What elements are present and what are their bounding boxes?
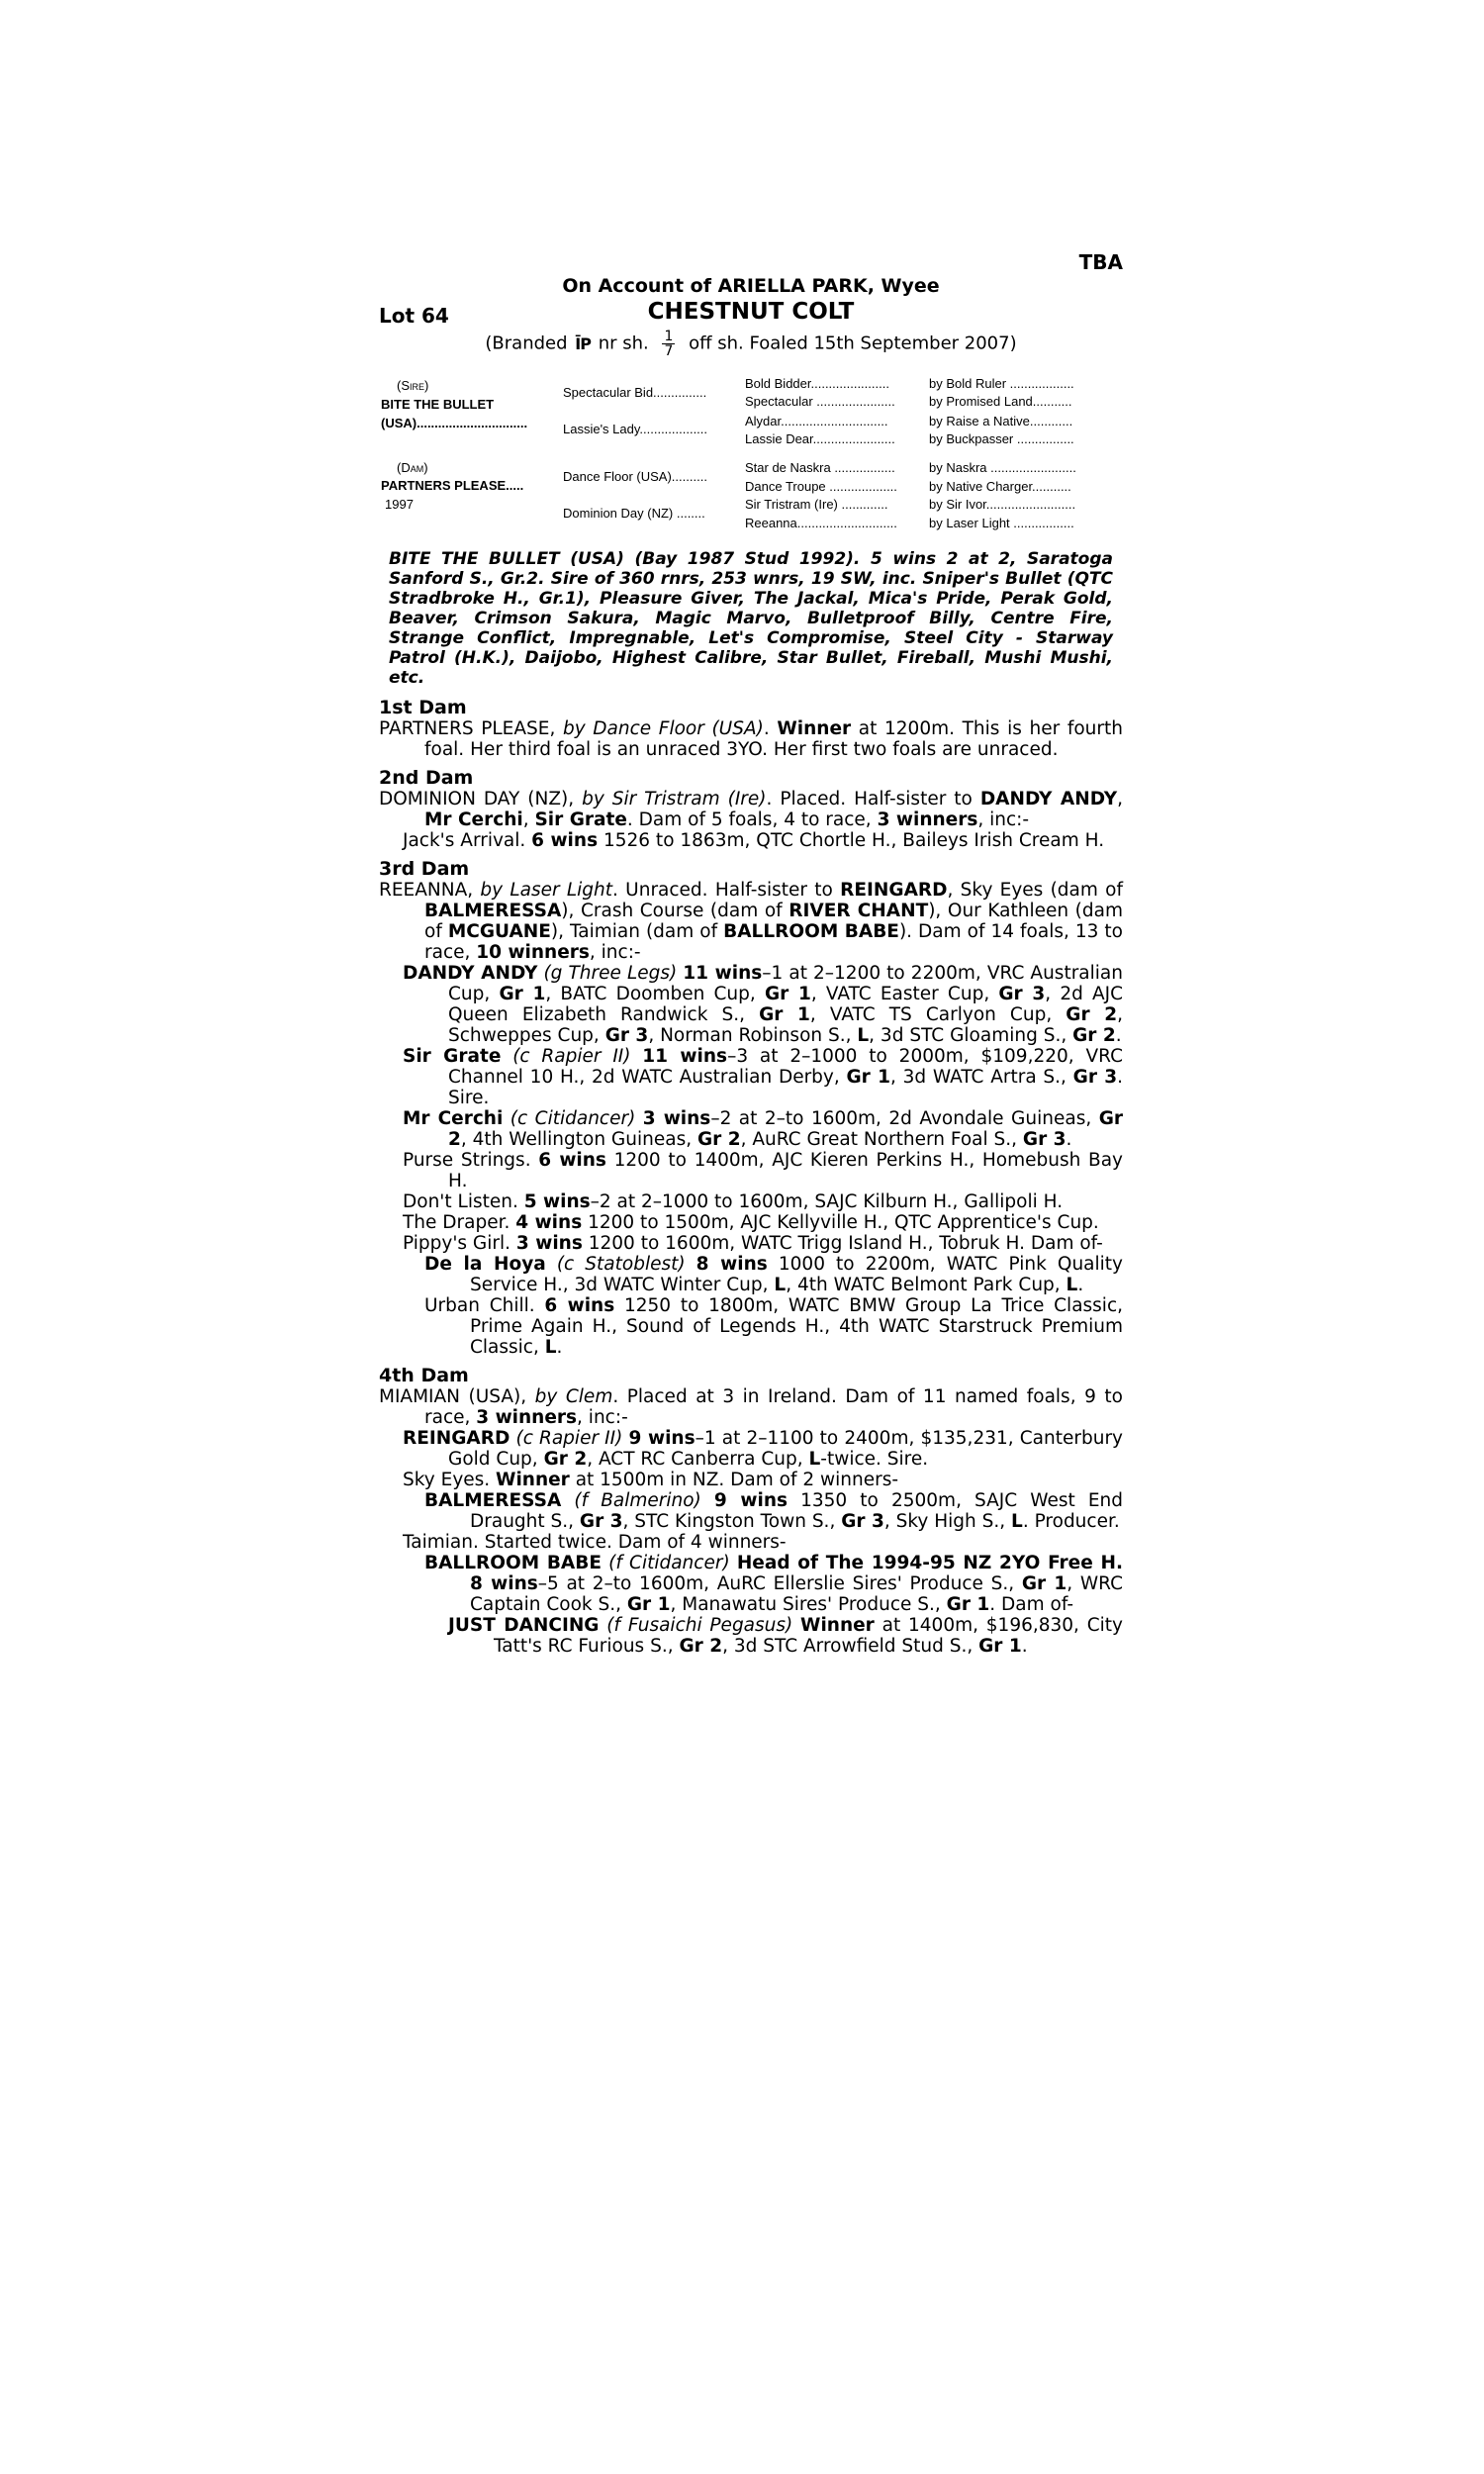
dam3-p3-seg-1: (c Rapier II) <box>501 1046 643 1067</box>
branded-line <box>379 330 1123 358</box>
dam4-p2-seg-0: REINGARD <box>403 1428 510 1449</box>
dam1-t2: by Dance Floor (USA) <box>562 718 764 739</box>
dam4-p6-seg-9: . Dam of- <box>989 1594 1074 1615</box>
stud-record: BITE THE BULLET (USA) (Bay 1987 Stud 1992). 5 wins 2 at 2, Saratoga Sanford S., Gr.2. Sire of 360 rnrs, 253 wnrs, 19 SW, inc. Sniper's Bullet (QTC Stradbroke H., Gr.1), Pleasure Giver, The Jackal, Mica's Pride, Perak Gold, Beaver, Crimson Sakura, Magic Marvo, Bulletproof Billy, Centre Fire, Strange Conflict, Impregnable, Let's Compromise, Steel City - Starway Patrol (H.K.), Daijobo, Highest Calibre, Star Bullet, Fireball, Mushi Mushi, etc. <box>389 549 1113 688</box>
dam4-p6-seg-4: Gr 1 <box>1021 1573 1067 1594</box>
dam3-p2 <box>379 963 1123 1046</box>
dam3-p5-seg-0: Purse Strings. <box>403 1150 539 1171</box>
dam4-p3-seg-1: Winner <box>496 1470 570 1490</box>
dam3-p4-seg-1: (c Citidancer) <box>503 1108 643 1129</box>
dam2-p1-seg-7: Sir Grate <box>534 809 627 830</box>
dam3-p2-seg-7: , VATC Easter Cup, <box>810 984 999 1004</box>
dam3-p3 <box>379 1046 1123 1108</box>
dam4-p2-seg-3: –1 at 2–1100 to 2400m, $135,231, Canterbury Gold Cup, <box>448 1428 1123 1470</box>
dam4-p6-seg-1: (f Citidancer) <box>601 1553 737 1573</box>
dam3-p9-seg-2: 8 wins <box>696 1254 768 1275</box>
dam3-p4-seg-9: . <box>1066 1129 1072 1150</box>
dam3-p1 <box>379 880 1123 963</box>
dam2-p2 <box>379 830 1123 851</box>
dam1-paragraph <box>379 718 1123 760</box>
ped-b3: by Raise a Native............ <box>929 414 1073 428</box>
dam1-heading: 1st Dam <box>379 697 467 718</box>
dam3-p9-seg-6: L <box>1066 1275 1078 1295</box>
dam2-p1-seg-2: . Placed. Half-sister to <box>766 789 980 809</box>
price-tba: TBA <box>1078 250 1123 274</box>
dam4-p7 <box>379 1615 1123 1657</box>
dam3-p9-seg-1: (c Statoblest) <box>545 1254 696 1275</box>
dam3-p2-seg-4: Gr 1 <box>499 984 546 1004</box>
dam3-p10-seg-2: 1250 to 1800m, WATC BMW Group La Trice Classic, Prime Again H., Sound of Legends H., 4th WATC Starstruck Premium Classic, <box>470 1295 1123 1358</box>
dam-name: PARTNERS PLEASE..... <box>381 478 524 493</box>
sire-name: BITE THE BULLET <box>381 397 495 412</box>
dam4-p7-seg-0: JUST DANCING <box>448 1615 600 1636</box>
dam3-p8-seg-1: 3 wins <box>515 1233 583 1254</box>
dam4-p4-seg-6: Gr 3 <box>841 1511 884 1532</box>
dam3-heading: 3rd Dam <box>379 858 470 880</box>
dam4-p2-seg-2: 9 wins <box>628 1428 696 1449</box>
dam3-p1-seg-13: 10 winners <box>476 942 590 963</box>
dam4-p6-seg-5: , WRC Captain Cook S., <box>470 1573 1123 1615</box>
dam-label: (Dam) <box>397 460 428 475</box>
sire-dam: Lassie's Lady................... <box>563 422 708 436</box>
dam3-p1-seg-12: ). Dam of 14 foals, 13 to race, <box>424 921 1123 963</box>
dam3-p2-seg-13: , Schweppes Cup, <box>448 1004 1123 1046</box>
dam3-p1-seg-10: ), Taimian (dam of <box>550 921 724 942</box>
dam4-p1-seg-0: MIAMIAN (USA), <box>379 1386 535 1407</box>
dam3-p1-seg-3: REINGARD <box>840 880 948 901</box>
dam3-p4-seg-6: Gr 2 <box>696 1129 741 1150</box>
dam2-p1-seg-9: 3 winners <box>877 809 978 830</box>
dam3-p4-seg-0: Mr Cerchi <box>403 1108 504 1129</box>
dam3-p9-seg-7: . <box>1077 1275 1084 1295</box>
dam3-p7-seg-0: The Draper. <box>403 1212 516 1233</box>
dam3-p9-seg-4: L <box>774 1275 787 1295</box>
dam3-p2-seg-1: (g Three Legs) <box>537 963 684 984</box>
dam3-p2-seg-19: . <box>1115 1025 1122 1046</box>
brand-mark-icon: ĪP <box>575 333 591 353</box>
dam3-p3-seg-7: . Sire. <box>448 1067 1124 1108</box>
dam2-p1-seg-1: by Sir Tristram (Ire) <box>582 789 767 809</box>
dam3-p3-seg-5: , 3d WATC Artra S., <box>889 1067 1073 1088</box>
dam4-p4-seg-0: BALMERESSA <box>424 1490 562 1511</box>
dam3-p1-seg-7: RIVER CHANT <box>788 901 929 921</box>
vendor-line: On Account of ARIELLA PARK, Wyee <box>562 275 940 297</box>
dam3-p1-seg-14: , inc:- <box>589 942 641 963</box>
dam4-p4-seg-2: 9 wins <box>713 1490 788 1511</box>
dam3-p1-seg-1: by Laser Light <box>480 880 613 901</box>
dam4-p6-seg-0: BALLROOM BABE <box>424 1553 602 1573</box>
dam3-p1-seg-2: . Unraced. Half-sister to <box>612 880 841 901</box>
dam3-p4-seg-5: , 4th Wellington Guineas, <box>460 1129 697 1150</box>
dam3-p3-seg-2: 11 wins <box>642 1046 728 1067</box>
dam4-p5 <box>379 1532 1123 1553</box>
dam3-p4-seg-4: Gr 2 <box>448 1108 1124 1150</box>
branded-suffix: off sh. Foaled 15th September 2007) <box>689 333 1017 354</box>
dam4-p1-seg-3: 3 winners <box>476 1407 578 1428</box>
dam3-p8 <box>379 1233 1123 1254</box>
pedigree-table <box>379 371 1123 549</box>
dam3-p2-seg-5: , BATC Doomben Cup, <box>545 984 765 1004</box>
dam3-p7 <box>379 1212 1123 1233</box>
dam4-p7-seg-3: at 1400m, $196,830, City Tatt's RC Furious S., <box>494 1615 1124 1657</box>
dam3-p2-seg-3: –1 at 2–1200 to 2200m, VRC Australian Cup, <box>448 963 1123 1004</box>
dam4-p6-seg-7: , Manawatu Sires' Produce S., <box>670 1594 947 1615</box>
dam3-p5-seg-1: 6 wins <box>538 1150 606 1171</box>
dam4-p4-seg-4: Gr 3 <box>579 1511 623 1532</box>
dam3-p4-seg-7: , AuRC Great Northern Foal S., <box>740 1129 1023 1150</box>
dam4-p2-seg-1: (c Rapier II) <box>510 1428 629 1449</box>
dam4-p4-seg-9: . Producer. <box>1022 1511 1120 1532</box>
fraction-numerator: 1 <box>664 329 674 344</box>
dam3-p9 <box>379 1254 1123 1295</box>
dam4-p2-seg-4: Gr 2 <box>543 1449 588 1470</box>
dam1-t4: Winner <box>777 718 852 739</box>
dam3-p2-seg-17: , 3d STC Gloaming S., <box>869 1025 1073 1046</box>
ped-b8: by Laser Light ................. <box>929 516 1074 530</box>
dam3-p2-seg-12: Gr 2 <box>1066 1004 1118 1025</box>
ped-g2: Spectacular ...................... <box>745 394 895 409</box>
dam4-p4-seg-8: L <box>1011 1511 1023 1532</box>
dam3-p10 <box>379 1295 1123 1358</box>
dam4-p6-seg-6: Gr 1 <box>626 1594 671 1615</box>
dam1-t3: . <box>763 718 778 739</box>
dam4-p1-seg-4: , inc:- <box>577 1407 628 1428</box>
branded-mid: nr sh. <box>598 333 649 354</box>
dam3-p6-seg-0: Don't Listen. <box>403 1191 524 1212</box>
ped-g5: Star de Naskra ................. <box>745 460 895 475</box>
brand-fraction <box>662 330 675 358</box>
dam2-p1-seg-3: DANDY ANDY <box>979 789 1118 809</box>
ped-b2: by Promised Land........... <box>929 394 1072 409</box>
dam4-p4-seg-3: 1350 to 2500m, SAJC West End Draught S., <box>470 1490 1123 1532</box>
dam3-p4-seg-8: Gr 3 <box>1022 1129 1067 1150</box>
dam3-p2-seg-14: Gr 3 <box>604 1025 649 1046</box>
dam4-p3 <box>379 1470 1123 1490</box>
dam3-p1-seg-9: MCGUANE <box>447 921 551 942</box>
dam3-p10-seg-4: . <box>556 1337 563 1358</box>
dam3-p2-seg-6: Gr 1 <box>764 984 811 1004</box>
dam2-p1-seg-4: , <box>1117 789 1123 809</box>
branded-prefix: (Branded <box>485 333 568 354</box>
dam3-p3-seg-6: Gr 3 <box>1072 1067 1118 1088</box>
dam1-t5: at 1200m. This is her fourth foal. Her third foal is an unraced 3YO. Her first two foals are unraced. <box>424 718 1123 760</box>
dam3-p9-seg-5: , 4th WATC Belmont Park Cup, <box>786 1275 1067 1295</box>
dam3-p2-seg-11: , VATC TS Carlyon Cup, <box>809 1004 1067 1025</box>
dam4-p4 <box>379 1490 1123 1532</box>
ped-g7: Sir Tristram (Ire) ............. <box>745 497 888 512</box>
dam2-p1-seg-8: . Dam of 5 foals, 4 to race, <box>626 809 878 830</box>
dam3-p1-seg-6: ), Crash Course (dam of <box>561 901 789 921</box>
dam3-p2-seg-8: Gr 3 <box>998 984 1046 1004</box>
dam2-p1-seg-0: DOMINION DAY (NZ), <box>379 789 583 809</box>
pedigree-notes <box>379 549 1123 1657</box>
dam2-p2-seg-0: Jack's Arrival. <box>403 830 532 851</box>
dam3-p4-seg-2: 3 wins <box>642 1108 711 1129</box>
dam3-p2-seg-15: , Norman Robinson S., <box>648 1025 858 1046</box>
dam2-p1-seg-5: Mr Cerchi <box>424 809 523 830</box>
sire-country: (USA)............................... <box>381 416 528 430</box>
dam3-p2-seg-2: 11 wins <box>683 963 763 984</box>
dam4-p3-seg-2: at 1500m in NZ. Dam of 2 winners- <box>569 1470 899 1490</box>
dam-sire: Dance Floor (USA).......... <box>563 469 707 484</box>
dam3-p8-seg-2: 1200 to 1600m, WATC Trigg Island H., Tobruk H. Dam of- <box>582 1233 1103 1254</box>
dam3-p2-seg-9: , 2d AJC Queen Elizabeth Randwick S., <box>448 984 1124 1025</box>
dam4-p1-seg-2: . Placed at 3 in Ireland. Dam of 11 named foals, 9 to race, <box>424 1386 1123 1428</box>
ped-g4: Lassie Dear....................... <box>745 431 895 446</box>
ped-b6: by Native Charger........... <box>929 479 1071 494</box>
fraction-denominator: 7 <box>664 343 674 359</box>
dam4-p6-seg-2: Head of The 1994-95 NZ 2YO Free H. 8 wins <box>470 1553 1123 1594</box>
dam3-p10-seg-1: 6 wins <box>544 1295 615 1316</box>
dam1-t1: PARTNERS PLEASE, <box>379 718 563 739</box>
dam3-p1-seg-11: BALLROOM BABE <box>723 921 899 942</box>
dam3-p2-seg-0: DANDY ANDY <box>403 963 538 984</box>
dam3-p6-seg-2: –2 at 2–1000 to 1600m, SAJC Kilburn H., Gallipoli H. <box>590 1191 1064 1212</box>
dam4-p4-seg-7: , Sky High S., <box>883 1511 1012 1532</box>
dam3-p3-seg-0: Sir Grate <box>403 1046 502 1067</box>
dam3-p4-seg-3: –2 at 2–to 1600m, 2d Avondale Guineas, <box>710 1108 1099 1129</box>
dam3-p7-seg-1: 4 wins <box>515 1212 583 1233</box>
ped-b4: by Buckpasser ................ <box>929 431 1074 446</box>
dam3-p10-seg-0: Urban Chill. <box>424 1295 545 1316</box>
dam3-p8-seg-0: Pippy's Girl. <box>403 1233 516 1254</box>
dam4-p7-seg-6: Gr 1 <box>978 1636 1022 1657</box>
dam3-p3-seg-3: –3 at 2–1000 to 2000m, $109,220, VRC Channel 10 H., 2d WATC Australian Derby, <box>448 1046 1123 1088</box>
dam4-p6-seg-3: –5 at 2–to 1600m, AuRC Ellerslie Sires' Produce S., <box>537 1573 1022 1594</box>
ped-g8: Reeanna............................ <box>745 516 897 530</box>
dam3-p10-seg-3: L <box>544 1337 557 1358</box>
dam4-p1-seg-1: by Clem <box>534 1386 613 1407</box>
dam-year: 1997 <box>385 497 414 512</box>
dam4-p1 <box>379 1386 1123 1428</box>
ped-b7: by Sir Ivor......................... <box>929 497 1076 512</box>
dam4-p3-seg-0: Sky Eyes. <box>403 1470 497 1490</box>
dam3-p7-seg-2: 1200 to 1500m, AJC Kellyville H., QTC Apprentice's Cup. <box>582 1212 1099 1233</box>
dam3-p2-seg-16: L <box>857 1025 870 1046</box>
dam3-p5 <box>379 1150 1123 1191</box>
dam3-p9-seg-3: 1000 to 2200m, WATC Pink Quality Service H., 3d WATC Winter Cup, <box>470 1254 1123 1295</box>
dam4-p4-seg-1: (f Balmerino) <box>561 1490 714 1511</box>
dam-dam: Dominion Day (NZ) ........ <box>563 506 705 521</box>
dam3-p9-seg-0: De la Hoya <box>424 1254 546 1275</box>
dam3-p1-seg-0: REEANNA, <box>379 880 481 901</box>
ped-g6: Dance Troupe ................... <box>745 479 897 494</box>
dam4-p7-seg-1: (f Fusaichi Pegasus) <box>599 1615 801 1636</box>
dam4-p6 <box>379 1553 1123 1615</box>
dam3-p3-seg-4: Gr 1 <box>846 1067 890 1088</box>
lot-number: Lot 64 <box>379 304 449 328</box>
dam4-p2-seg-7: -twice. Sire. <box>820 1449 929 1470</box>
dam4-p6-seg-8: Gr 1 <box>946 1594 990 1615</box>
dam3-p2-seg-10: Gr 1 <box>759 1004 810 1025</box>
dam2-p2-seg-2: 1526 to 1863m, QTC Chortle H., Baileys Irish Cream H. <box>598 830 1105 851</box>
dam4-p2-seg-5: , ACT RC Canberra Cup, <box>587 1449 809 1470</box>
dam2-p1-seg-10: , inc:- <box>977 809 1030 830</box>
dam4-p4-seg-5: , STC Kingston Town S., <box>622 1511 842 1532</box>
dam4-p2 <box>379 1428 1123 1470</box>
dam3-p1-seg-4: , Sky Eyes (dam of <box>947 880 1123 901</box>
dam2-p1 <box>379 789 1123 830</box>
sire-label: (Sire) <box>397 378 429 393</box>
dam3-p6-seg-1: 5 wins <box>523 1191 591 1212</box>
dam3-p1-seg-8: ), Our Kathleen (dam of <box>424 901 1124 942</box>
dam2-p1-seg-6: , <box>522 809 535 830</box>
dam2-p2-seg-1: 6 wins <box>531 830 599 851</box>
dam4-p7-seg-5: , 3d STC Arrowfield Stud S., <box>722 1636 979 1657</box>
dam4-p5-seg-0: Taimian. Started twice. Dam of 4 winners- <box>403 1532 787 1553</box>
dam3-p2-seg-18: Gr 2 <box>1072 1025 1116 1046</box>
ped-g1: Bold Bidder...................... <box>745 376 889 391</box>
dam4-p7-seg-2: Winner <box>800 1615 875 1636</box>
sire-sire: Spectacular Bid............... <box>563 385 707 400</box>
ped-b1: by Bold Ruler .................. <box>929 376 1074 391</box>
dam4-p7-seg-4: Gr 2 <box>679 1636 723 1657</box>
dam3-p1-seg-5: BALMERESSA <box>424 901 562 921</box>
dam3-p5-seg-2: 1200 to 1400m, AJC Kieren Perkins H., Homebush Bay H. <box>448 1150 1123 1191</box>
ped-g3: Alydar.............................. <box>745 414 888 428</box>
dam4-heading: 4th Dam <box>379 1365 469 1386</box>
dam2-heading: 2nd Dam <box>379 767 474 789</box>
dam4-p7-seg-7: . <box>1021 1636 1028 1657</box>
dam3-p4 <box>379 1108 1123 1150</box>
page-title: CHESTNUT COLT <box>647 299 855 325</box>
dam4-p2-seg-6: L <box>808 1449 821 1470</box>
ped-b5: by Naskra ........................ <box>929 460 1076 475</box>
dam3-p6 <box>379 1191 1123 1212</box>
